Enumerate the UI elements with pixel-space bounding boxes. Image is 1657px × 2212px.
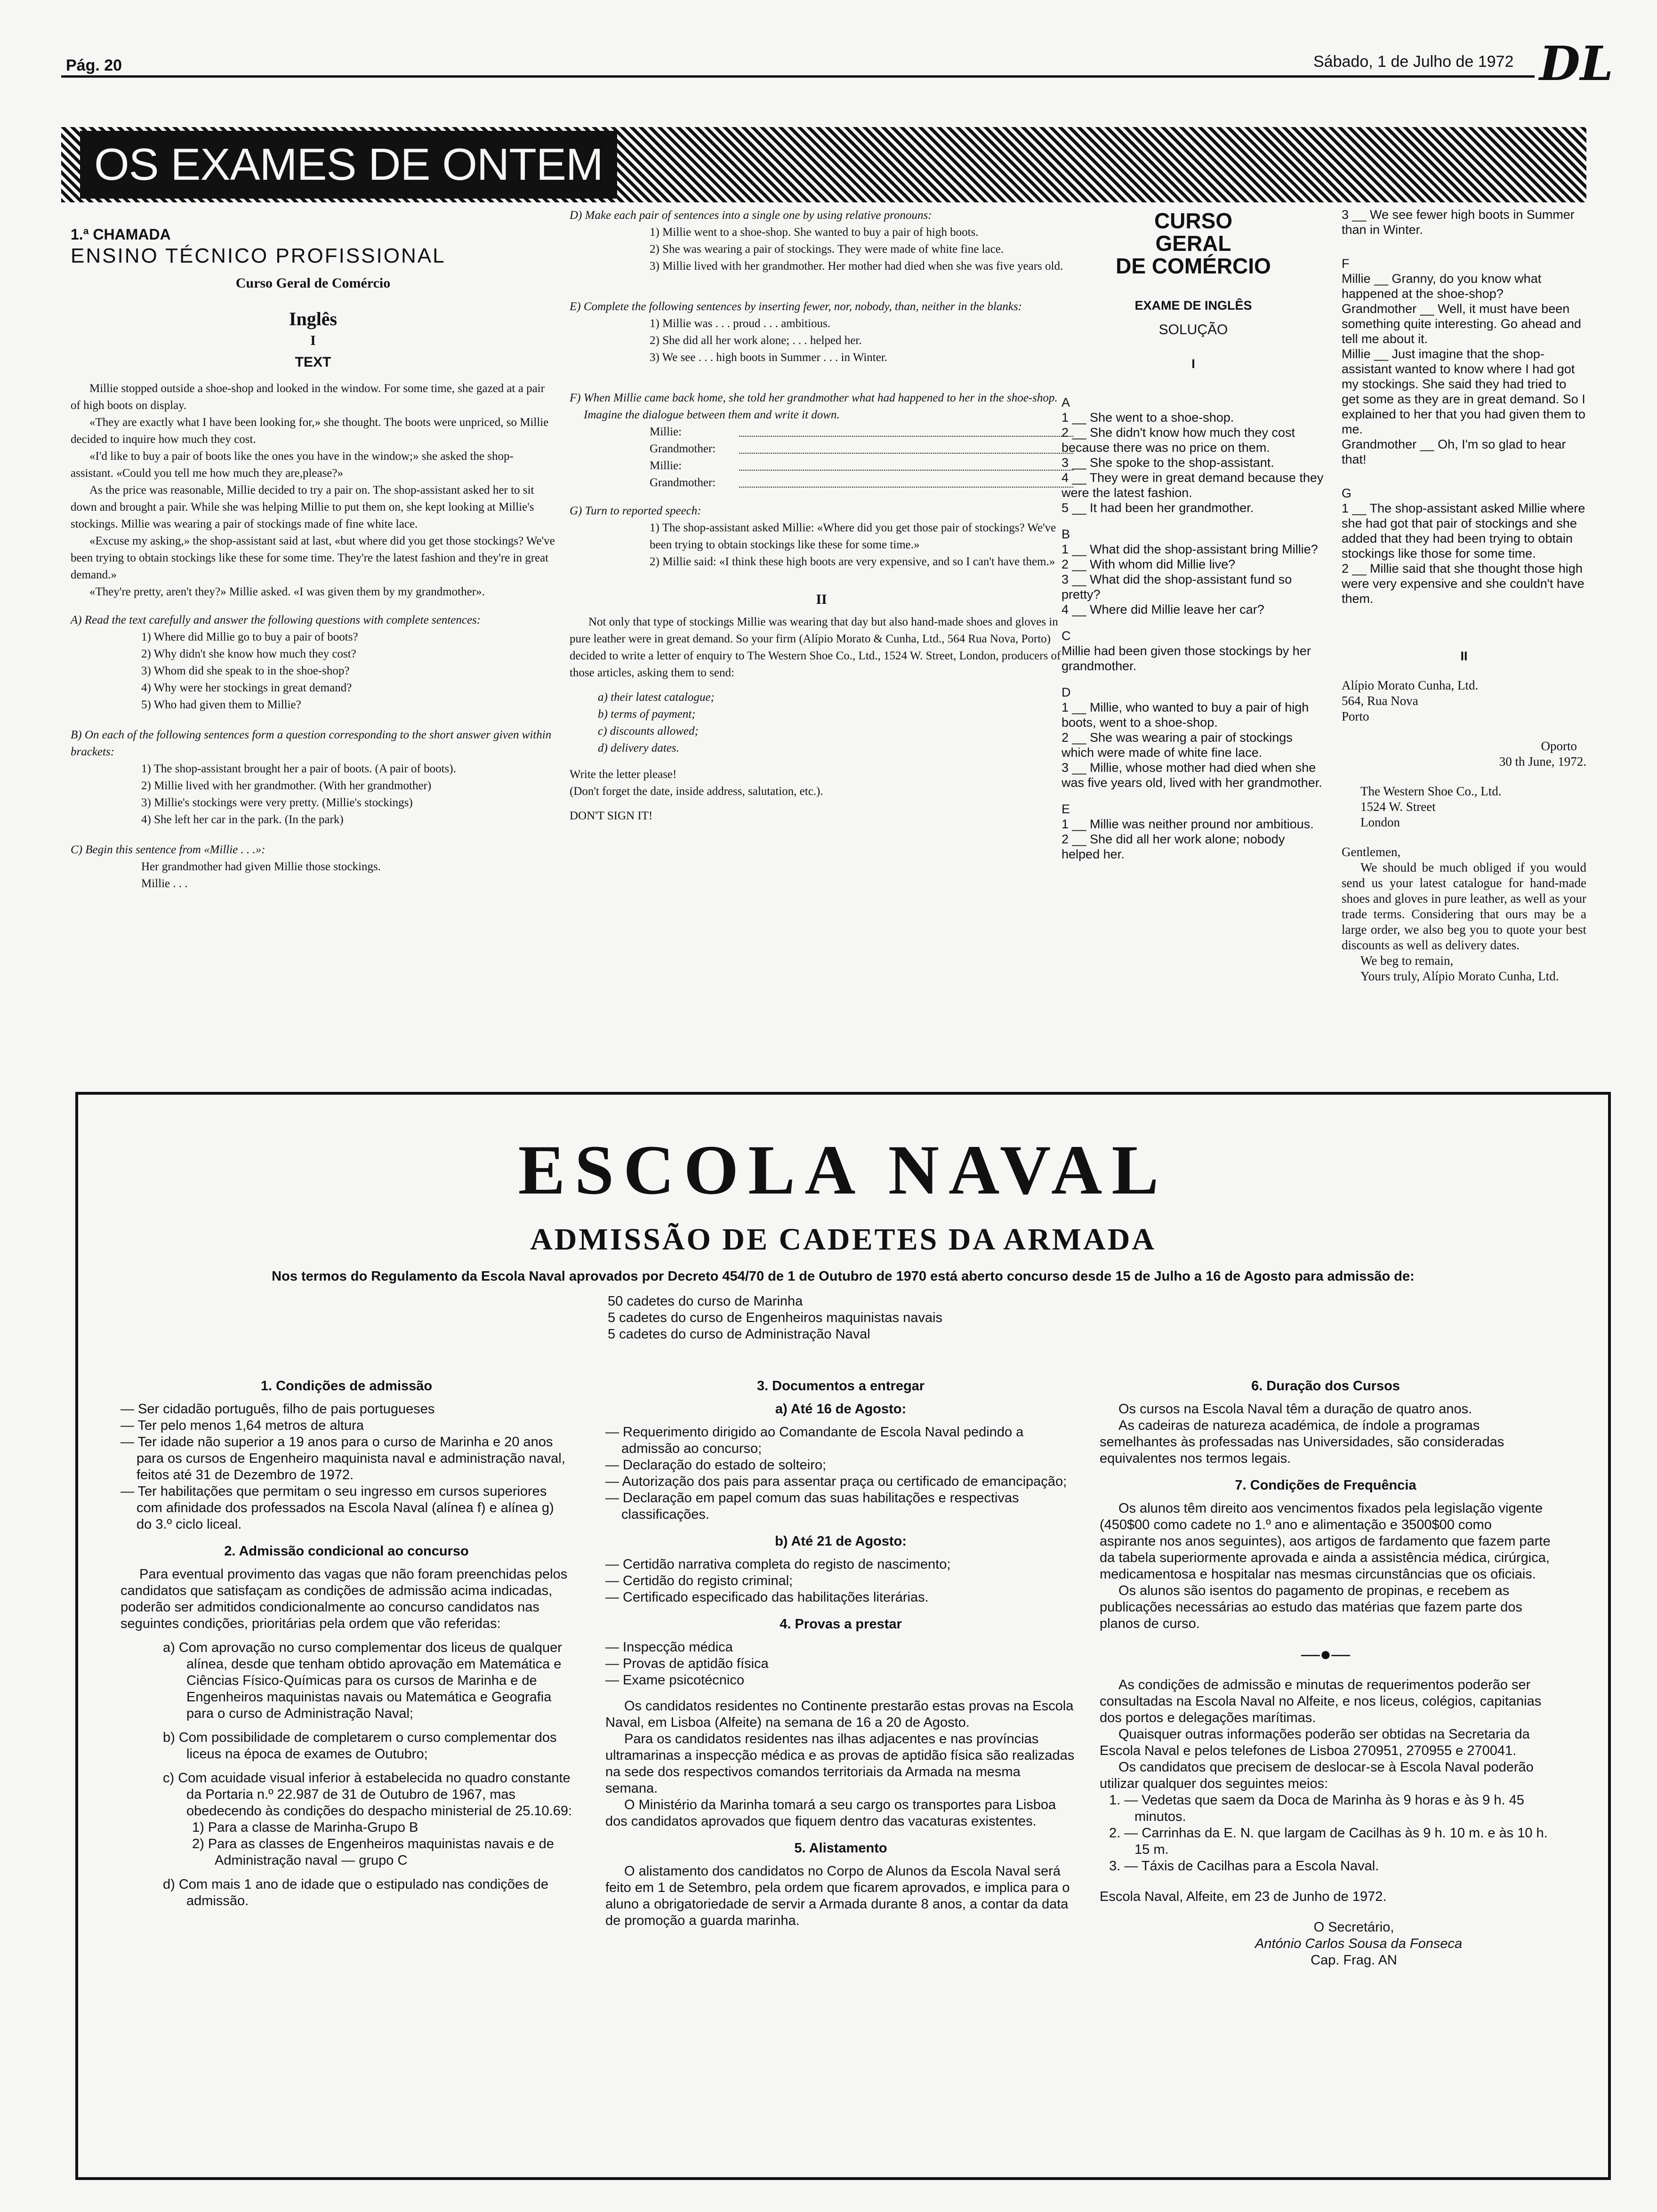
letter-request-item: c) discounts allowed; [598, 725, 699, 737]
question-item: 1) The shop-assistant asked Millie: «Where did you get those pair of stockings? We've been trying to obtain stockings like these for some time.» [650, 521, 1056, 551]
section-heading: 7. Condições de Frequência [1235, 1478, 1416, 1493]
question-g-list [570, 520, 1073, 570]
escola-naval-notice [75, 1092, 1611, 2180]
answer-block-e [1062, 801, 1325, 862]
exam-item: — Provas de aptidão física [605, 1656, 769, 1671]
letter-body: We should be much obliged if you would send us your latest catalogue for hand-made shoes and gloves in pure leather, as well as your trade terms. Considering that ours may be a large order, we also beg you to quote your best discounts as well as delivery dates. [1342, 860, 1586, 952]
condition-item: b) Com possibilidade de completarem o curso complementar dos liceus na época de exames de Outubro; [163, 1730, 557, 1762]
section-paragraph: As cadeiras de natureza académica, de índole a programas semelhantes às professadas nas Universidades, são consideradas equivalentes nos termos legais. [1100, 1418, 1504, 1466]
question-item: 5) Who had given them to Millie? [141, 698, 301, 711]
issue-date: Sábado, 1 de Julho de 1972 [1313, 53, 1514, 71]
naval-column-1 [121, 1368, 572, 1909]
section-paragraph: O Ministério da Marinha tomará a seu cargo os transportes para Lisboa dos candidatos aprovados que fiquem dentro das vacaturas existentes. [605, 1797, 1056, 1829]
letter-request-item: b) terms of payment; [598, 708, 696, 721]
answer-line: 2 __ She was wearing a pair of stockings which were made of white fine lace. [1062, 730, 1293, 760]
question-item: 2) Millie lived with her grandmother. (With her grandmother) [141, 779, 432, 792]
question-item: 2) She was wearing a pair of stockings. They were made of white fine lace. [650, 243, 1004, 256]
condition-item: — Ter idade não superior a 19 anos para o curso de Marinha e 20 anos para os cursos de Engenheiro maquinista naval e administração naval, feitos até 31 de Dezembro de 1972. [121, 1435, 565, 1483]
solution-title-line: GERAL [1155, 231, 1231, 256]
section-divider: —●— [1301, 1644, 1351, 1665]
answer-line: 1 __ What did the shop-assistant bring Millie? [1062, 542, 1318, 556]
dialogue-speaker: Grandmother: [650, 476, 716, 489]
ensino-label: ENSINO TÉCNICO PROFISSIONAL [71, 244, 446, 267]
section-paragraph: Os cursos na Escola Naval têm a duração de quatro anos. [1118, 1402, 1472, 1417]
document-item: — Certidão narrativa completa do registo de nascimento; [605, 1557, 951, 1572]
answer-line: 5 __ It had been her grandmother. [1062, 501, 1254, 515]
curso-label: Curso Geral de Comércio [235, 275, 391, 291]
newspaper-logo: DL [1539, 36, 1614, 91]
question-b-title: B) On each of the following sentences form a question corresponding to the short answer given within brackets: [71, 729, 552, 758]
question-item: 1) Millie went to a shoe-shop. She wanted to buy a pair of high boots. [650, 226, 979, 239]
answer-label: D [1062, 685, 1071, 699]
letter-request-item: d) delivery dates. [598, 742, 679, 754]
answer-label: F [1342, 256, 1350, 271]
letter-date: 30 th June, 1972. [1499, 754, 1586, 769]
section-subheading: a) Até 16 de Agosto: [775, 1402, 907, 1417]
exam-column-1 [71, 226, 555, 892]
question-item: 3) Whom did she speak to in the shoe-shop? [141, 665, 350, 677]
section-paragraph: Os candidatos que precisem de deslocar-se à Escola Naval poderão utilizar qualquer dos seguintes meios: [1100, 1760, 1534, 1791]
answer-line: 1 __ She went to a shoe-shop. [1062, 410, 1234, 425]
part-2-text: Not only that type of stockings Millie was wearing that day but also hand-made shoes and gloves in pure leather were in great demand. So your firm (Alípio Morato & Cunha, Ltd., 564 Rua Nova, Porto) decided to write a letter of enquiry to The Western Shoe Co., Ltd., 1524 W. Street, London, producers of those articles, asking them to send: [570, 616, 1061, 679]
question-item: 1) The shop-assistant brought her a pair of boots. (A pair of boots). [141, 762, 456, 775]
answer-line: 3 __ We see fewer high boots in Summer than in Winter. [1342, 208, 1575, 237]
question-d-list [570, 224, 1073, 275]
section-heading: 2. Admissão condicional ao concurso [224, 1544, 469, 1559]
question-item: Millie . . . [141, 877, 188, 890]
answer-line: 1 __ The shop-assistant asked Millie where she had got that pair of stockings and she added that they had been trying to obtain stockings like those for some time. [1342, 501, 1585, 561]
question-a-list [71, 629, 555, 713]
condition-item: — Ser cidadão português, filho de pais portugueses [121, 1402, 435, 1417]
question-c-list [71, 858, 555, 892]
notice-intro: Nos termos do Regulamento da Escola Naval aprovados por Decreto 454/70 de 1 de Outubro de 1970 está aberto concurso desde 15 de Julho a 16 de Agosto para admissão de: [272, 1269, 1415, 1284]
question-b-list [71, 761, 555, 828]
letter-place: Oporto [1541, 739, 1577, 753]
vacancy-list [608, 1293, 942, 1343]
text-paragraph: «I'd like to buy a pair of boots like the ones you have in the window;» she asked the shop-assistant. «Could you tell me how much they are,please?» [71, 450, 514, 480]
solution-part-2: II [1460, 649, 1468, 663]
section-paragraph: Os candidatos residentes no Continente prestarão estas provas na Escola Naval, em Lisboa (Alfeite) na semana de 16 a 20 de Agosto. [605, 1699, 1074, 1730]
transport-item: 3. — Táxis de Cacilhas para a Escola Naval. [1109, 1859, 1379, 1874]
exam-column-2 [570, 207, 1073, 825]
answer-line: 2 __ Millie said that she thought those high were very expensive and she couldn't have them. [1342, 561, 1585, 606]
transport-item: 1. — Vedetas que saem da Doca de Marinha às 9 horas e às 9 h. 45 minutos. [1109, 1793, 1524, 1824]
question-item: 3) Millie lived with her grandmother. Her mother had died when she was five years old. [650, 260, 1063, 272]
sender-line: Porto [1342, 709, 1369, 723]
answer-block-c [1062, 628, 1325, 673]
answer-block-d [1062, 685, 1325, 790]
sender-line: Alípio Morato Cunha, Ltd. [1342, 678, 1479, 692]
subject-title: Inglês [289, 308, 338, 329]
section-paragraph: Para eventual provimento das vagas que não foram preenchidas pelos candidatos que satisfaçam as condições de admissão acima indicadas, poderão ser admitidos condicionalmente ao concurso candidatos nas seguintes condições, prioritárias pela ordem que vão referidas: [121, 1567, 568, 1631]
question-item: 4) Why were her stockings in great demand? [141, 681, 352, 694]
chamada-label: 1.ª CHAMADA [71, 226, 171, 243]
vacancy-item: 50 cadetes do curso de Marinha [608, 1294, 803, 1309]
text-paragraph: «They are exactly what I have been looking for,» she thought. The boots were unpriced, so Millie decided to inquire how much they cost. [71, 416, 549, 446]
answer-label: G [1342, 486, 1352, 500]
part-2-heading: II [816, 592, 827, 607]
recipient-line: London [1360, 815, 1400, 829]
text-heading: TEXT [295, 354, 331, 370]
section-paragraph: Quaisquer outras informações poderão ser obtidas na Secretaria da Escola Naval e pelos telefones de Lisboa 270951, 270955 e 270041. [1100, 1727, 1530, 1758]
section-heading: 6. Duração dos Cursos [1251, 1378, 1400, 1394]
answer-line: 1 __ Millie, who wanted to buy a pair of high boots, went to a shoe-shop. [1062, 700, 1309, 729]
section-paragraph: Os alunos são isentos do pagamento de propinas, e recebem as publicações necessárias ao estudo das matérias que fazem parte dos planos de curso. [1100, 1583, 1522, 1631]
condition-item: c) Com acuidade visual inferior à estabelecida no quadro constante da Portaria n.º 22.987 de 31 de Outubro de 1967, mas obedecendo às condições do despacho ministerial de 25.10.69: [163, 1771, 572, 1819]
condition-item: — Ter pelo menos 1,64 metros de altura [121, 1418, 364, 1433]
transport-item: 2. — Carrinhas da E. N. que largam de Cacilhas às 9 h. 10 m. e às 10 h. 15 m. [1109, 1826, 1548, 1857]
closing-line: Yours truly, Alípio Morato Cunha, Ltd. [1360, 969, 1559, 983]
notice-subtitle: ADMISSÃO DE CADETES DA ARMADA [530, 1222, 1156, 1257]
document-item: — Declaração do estado de solteiro; [605, 1458, 827, 1473]
dateline: Escola Naval, Alfeite, em 23 de Junho de 1972. [1100, 1889, 1387, 1904]
letter-request-item: a) their latest catalogue; [598, 691, 715, 704]
document-item: — Declaração em papel comum das suas habilitações e respectivas classificações. [605, 1491, 1019, 1522]
header-rule [61, 75, 1535, 78]
answer-line: 4 __ They were in great demand because they were the latest fashion. [1062, 471, 1324, 500]
document-item: — Requerimento dirigido ao Comandante de Escola Naval pedindo a admissão ao concurso; [605, 1425, 1024, 1456]
vacancy-item: 5 cadetes do curso de Administração Naval [608, 1327, 870, 1342]
text-paragraph: Millie stopped outside a shoe-shop and looked in the window. For some time, she gazed at a pair of high boots on display. [71, 382, 545, 412]
answer-label: B [1062, 527, 1070, 541]
section-paragraph: Os alunos têm direito aos vencimentos fixados pela legislação vigente (450$00 como cadete no 1.º ano e alimentação e 3500$00 como aspirante nos anos seguintes), aos artigos de fardamento que fazem parte da tabela superiormente aprovada e ainda a assistência médica, cirúrgica, medicamentosa e hospitalar nas mesmas circunstâncias que os oficiais. [1100, 1501, 1551, 1582]
dialogue-speaker: Millie: [650, 425, 682, 438]
dialogue-speaker: Grandmother: [650, 442, 716, 455]
answer-line: 3 __ What did the shop-assistant fund so pretty? [1062, 572, 1292, 601]
answer-block-b [1062, 527, 1325, 617]
section-heading: 5. Alistamento [794, 1841, 887, 1856]
exam-item: — Exame psicotécnico [605, 1673, 744, 1688]
exam-item: — Inspecção médica [605, 1640, 733, 1655]
signature-line: Cap. Frag. AN [1311, 1953, 1397, 1968]
answer-block-a [1062, 395, 1325, 515]
answer-block-g [1342, 486, 1586, 606]
answer-line: 3 __ She spoke to the shop-assistant. [1062, 456, 1274, 470]
answer-line: 2 __ With whom did Millie live? [1062, 557, 1236, 571]
document-item: — Certificado especificado das habilitações literárias. [605, 1590, 929, 1605]
sender-line: 564, Rua Nova [1342, 694, 1418, 708]
answer-label: E [1062, 802, 1070, 816]
question-item: Her grandmother had given Millie those stockings. [141, 860, 381, 873]
text-paragraph: «They're pretty, aren't they?» Millie asked. «I was given them by my grandmother». [89, 585, 485, 598]
condition-item: a) Com aprovação no curso complementar dos liceus de qualquer alínea, desde que tenham obtido aprovação em Matemática e Ciências Físico-Químicas para os cursos de Marinha e de Engenheiros maquinistas navais ou Matemática e Geografia para o curso de Administração Naval; [163, 1640, 562, 1721]
answer-block-f [1342, 256, 1586, 467]
question-e-title: E) Complete the following sentences by inserting fewer, nor, nobody, than, neither in the blanks: [570, 300, 1022, 313]
section-subheading: b) Até 21 de Agosto: [775, 1534, 907, 1549]
section-paragraph: O alistamento dos candidatos no Corpo de Alunos da Escola Naval será feito em 1 de Setembro, pela ordem que ficarem aprovados, e implica para o aluno a obrigatoriedade de servir a Armada durante 8 anos, a contar da data de promoção a guarda marinha. [605, 1864, 1070, 1928]
question-item: 1) Where did Millie go to buy a pair of boots? [141, 631, 358, 643]
document-item: — Autorização dos pais para assentar praça ou certificado de emancipação; [605, 1474, 1067, 1489]
answer-line: 3 __ Millie, whose mother had died when she was five years old, lived with her grandmother. [1062, 761, 1322, 790]
question-a-title: A) Read the text carefully and answer the following questions with complete sentences: [71, 614, 481, 626]
text-paragraph: «Excuse my asking,» the shop-assistant said at last, «but where did you get those stockings? We've been trying to obtain stockings like these for some time. They're the latest fashion and they're in great demand.» [71, 535, 555, 581]
question-g-title: G) Turn to reported speech: [570, 505, 701, 517]
salutation: Gentlemen, [1342, 845, 1401, 859]
answer-line: 2 __ She did all her work alone; nobody helped her. [1062, 832, 1285, 861]
section-heading: 3. Documentos a entregar [756, 1378, 925, 1394]
section-paragraph: Para os candidatos residentes nas ilhas adjacentes e nas províncias ultramarinas a inspecção médica e as provas de aptidão física são realizadas na sede dos respectivos comandos territoriais da Armada na mesma semana. [605, 1731, 1075, 1796]
letter [1342, 678, 1586, 984]
answer-label: A [1062, 395, 1070, 409]
solution-title-line: DE COMÉRCIO [1116, 254, 1271, 278]
question-item: 2) Millie said: «I think these high boots are very expensive, and so I can't have them.» [650, 555, 1055, 568]
recipient-line: The Western Shoe Co., Ltd. [1360, 784, 1502, 798]
dialogue-speaker: Millie: [650, 459, 682, 472]
question-item: 3) We see . . . high boots in Summer . . . in Winter. [650, 351, 888, 364]
vacancy-item: 5 cadetes do curso de Engenheiros maquinistas navais [608, 1310, 942, 1325]
question-item: 2) She did all her work alone; . . . helped her. [650, 334, 862, 347]
recipient-line: 1524 W. Street [1360, 800, 1436, 814]
condition-item: d) Com mais 1 ano de idade que o estipulado nas condições de admissão. [163, 1877, 548, 1908]
closing-line: We beg to remain, [1360, 954, 1454, 968]
signatory-name: António Carlos Sousa da Fonseca [1255, 1936, 1463, 1951]
question-item: 4) She left her car in the park. (In the park) [141, 813, 344, 826]
part-1-heading: I [310, 333, 316, 348]
part-2-instruction: DON'T SIGN IT! [570, 809, 653, 822]
answer-line: 1 __ Millie was neither pround nor ambitious. [1062, 817, 1314, 831]
solution-column [1062, 209, 1325, 862]
answer-line: Millie had been given those stockings by her grandmother. [1062, 644, 1311, 673]
answer-line: 2 __ She didn't know how much they cost because there was no price on them. [1062, 425, 1295, 455]
part-2-instruction: Write the letter please! [570, 768, 677, 781]
section-paragraph: As condições de admissão e minutas de requerimentos poderão ser consultadas na Escola Naval no Alfeite, e nos liceus, colégios, capitanias dos portos e delegações marítimas. [1100, 1677, 1542, 1725]
question-item: 1) Millie was . . . proud . . . ambitious. [650, 317, 830, 330]
question-d-title: D) Make each pair of sentences into a single one by using relative pronouns: [570, 209, 932, 222]
naval-column-2 [605, 1368, 1076, 1929]
section-heading: 1. Condições de admissão [260, 1378, 433, 1394]
question-e-list [570, 315, 1073, 366]
section-banner [61, 127, 1586, 202]
exam-name: EXAME DE INGLÊS [1134, 298, 1252, 313]
question-item: 3) Millie's stockings were very pretty. (Millie's stockings) [141, 796, 413, 809]
document-item: — Certidão do registo criminal; [605, 1573, 793, 1588]
naval-column-3 [1100, 1368, 1552, 1969]
answer-line: 4 __ Where did Millie leave her car? [1062, 602, 1264, 617]
notice-title: ESCOLA NAVAL [518, 1131, 1168, 1209]
text-paragraph: As the price was reasonable, Millie decided to try a pair on. The shop-assistant asked her to sit down and brought a pair. While she was helping Millie to put them on, she kept looking at Millie's stockings. Millie was wearing a pair of stockings made of fine white lace. [71, 484, 534, 530]
answer-line: Millie __ Just imagine that the shop-assistant wanted to know where I had got my stockings. She said they had tried to get some as they are in great demand. So I explained to her that you had given them to me. [1342, 347, 1585, 436]
condition-item: — Ter habilitações que permitam o seu ingresso em cursos superiores com afinidade dos professados na Escola Naval (alínea f) e alínea g) do 3.º ciclo liceal. [121, 1484, 554, 1532]
answer-line: Grandmother __ Oh, I'm so glad to hear that! [1342, 437, 1566, 466]
solution-title [1062, 209, 1325, 277]
banner-title: OS EXAMES DE ONTEM [80, 131, 617, 199]
page-number: Pág. 20 [66, 56, 122, 74]
part-2-instruction: (Don't forget the date, inside address, salutation, etc.). [570, 785, 823, 798]
section-heading: 4. Provas a prestar [780, 1617, 902, 1632]
condition-subitem: 1) Para a classe de Marinha-Grupo B [192, 1820, 418, 1835]
dialogue-lines [570, 424, 1073, 491]
question-f-subtitle: Imagine the dialogue between them and write it down. [584, 409, 840, 421]
condition-subitem: 2) Para as classes de Engenheiros maquinistas navais e de Administração naval — grupo C [192, 1836, 554, 1868]
solution-label: SOLUÇÃO [1158, 322, 1228, 337]
question-f-title: F) When Millie came back home, she told her grandmother what had happened to her in the shoe-shop. [570, 392, 1058, 404]
answer-line: Grandmother __ Well, it must have been something quite interesting. Go ahead and tell me about it. [1342, 302, 1581, 346]
solution-part-1: I [1191, 357, 1195, 371]
solution-column-2 [1342, 207, 1586, 984]
signature-block [1100, 1919, 1463, 1969]
part-2-items [570, 689, 1073, 757]
solution-title-line: CURSO [1154, 208, 1233, 233]
question-item: 2) Why didn't she know how much they cost? [141, 648, 356, 660]
signature-line: O Secretário, [1313, 1920, 1394, 1935]
question-c-title: C) Begin this sentence from «Millie . . .»: [71, 843, 265, 856]
answer-line: Millie __ Granny, do you know what happened at the shoe-shop? [1342, 272, 1542, 301]
answer-label: C [1062, 629, 1071, 643]
